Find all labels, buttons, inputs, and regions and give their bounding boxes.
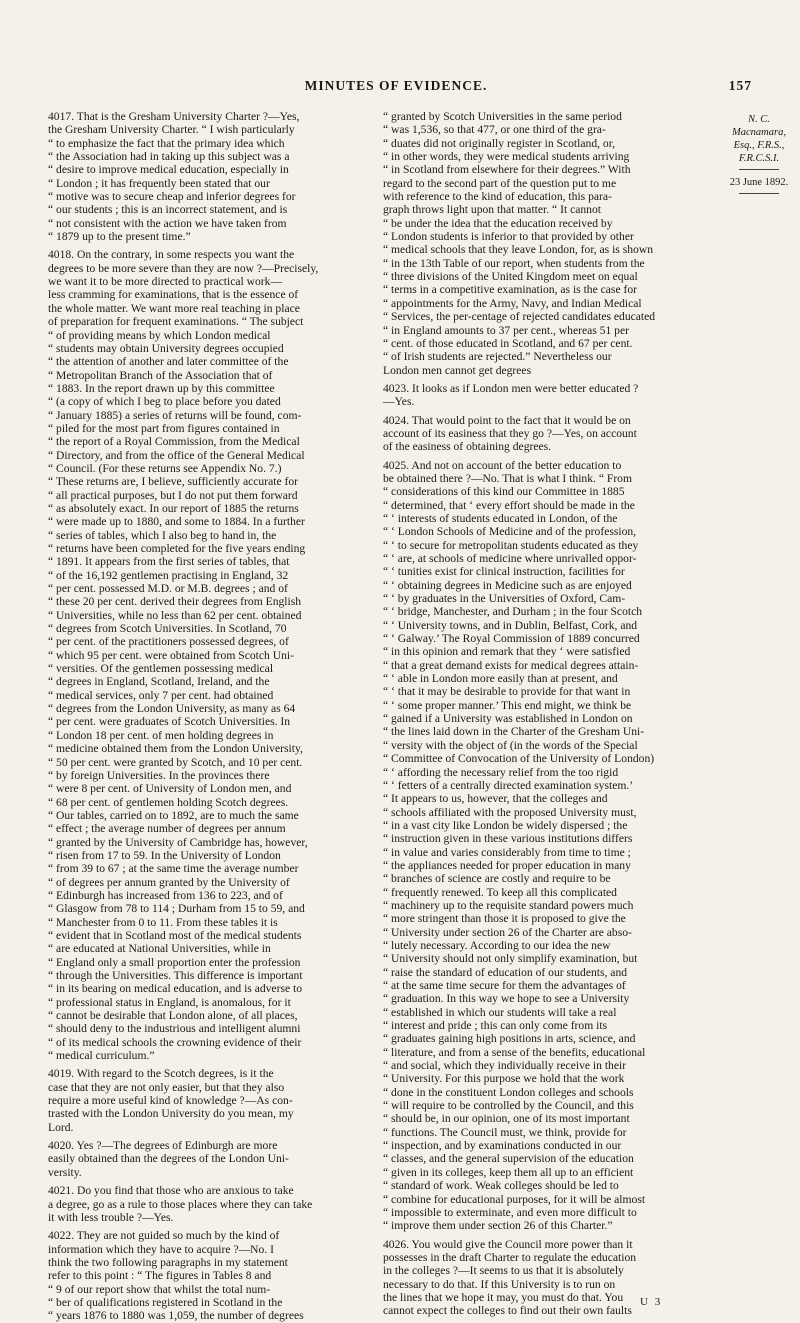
evidence-paragraph	[48, 110, 366, 243]
text-line: London men cannot get degrees	[383, 363, 532, 377]
evidence-paragraph	[383, 459, 717, 1233]
text-line: “ ‘ obtaining degrees in Medicine such as are enjoyed	[383, 578, 632, 592]
text-line: 4018. On the contrary, in some respects you want the	[48, 248, 295, 262]
text-line: “ Manchester from 0 to 11. From these tables it is	[48, 915, 278, 929]
text-line: 4024. That would point to the fact that it would be on	[383, 413, 631, 427]
text-line: “ appointments for the Army, Navy, and Indian Medical	[383, 296, 642, 310]
witness-margin-note	[722, 113, 796, 196]
signature-mark: U 3	[640, 1296, 663, 1308]
text-line: “ degrees in England, Scotland, Ireland, and the	[48, 675, 270, 689]
text-line: “ considerations of this kind our Committee in 1885	[383, 485, 625, 499]
text-line: “ ‘ Galway.’ The Royal Commission of 1889 concurred	[383, 632, 640, 646]
text-line: “ ‘ some proper manner.’ This end might, we think be	[383, 698, 632, 712]
text-line: “ ‘ able in London more easily than at present, and	[383, 672, 618, 686]
text-line: “ versities. Of the gentlemen possessing medical	[48, 662, 274, 676]
text-line: “ frequently renewed. To keep all this complicated	[383, 885, 617, 899]
text-line: be obtained there ?—No. That is what I think. “ From	[383, 471, 632, 485]
text-line: “ our students ; this is an incorrect statement, and is	[48, 203, 288, 217]
text-line: “ in England amounts to 37 per cent., whereas 51 per	[383, 323, 629, 337]
witness-surname: Macnamara,	[732, 127, 786, 138]
text-line: “ It appears to us, however, that the colleges and	[383, 792, 608, 806]
text-line: “ 1891. It appears from the first series of tables, that	[48, 555, 290, 569]
text-line: 4020. Yes ?—The degrees of Edinburgh are more	[48, 1139, 278, 1153]
text-line: “ the Association had in taking up this subject was a	[48, 150, 290, 164]
text-line: “ graduates gaining high positions in arts, science, and	[383, 1032, 636, 1046]
text-line: “ lutely necessary. According to our idea the new	[383, 938, 611, 952]
witness-initials: N. C.	[748, 114, 770, 125]
text-line: “ established in which our students will take a real	[383, 1005, 617, 1019]
text-line: “ should be, in our opinion, one of its most important	[383, 1112, 630, 1126]
text-line: “ standard of work. Weak colleges should be led to	[383, 1179, 619, 1193]
evidence-paragraph	[383, 110, 717, 377]
text-line: “ the appliances needed for proper education in many	[383, 858, 631, 872]
text-line: “ impossible to exterminate, and even more difficult to	[383, 1205, 637, 1219]
text-line: “ Universities, while no less than 62 per cent. obtained	[48, 608, 302, 622]
text-line: “ that a great demand exists for medical degrees attain-	[383, 658, 639, 672]
text-line: “ of the 16,192 gentlemen practising in England, 32	[48, 568, 289, 582]
text-line: “ will require to be controlled by the Council, and this	[383, 1099, 634, 1113]
text-line: “ should deny to the industrious and intelligent alumni	[48, 1022, 301, 1036]
text-line: “ per cent. of the practitioners possessed degrees, of	[48, 635, 289, 649]
text-line: it with less trouble ?—Yes.	[48, 1210, 174, 1224]
text-line: require a more useful kind of knowledge ?—As con-	[48, 1094, 293, 1108]
text-line: “ University under section 26 of the Charter are abso-	[383, 925, 632, 939]
margin-rule	[739, 193, 779, 194]
text-line: “ These returns are, I believe, sufficiently accurate for	[48, 475, 299, 489]
text-line: “ all practical purposes, but I do not put them forward	[48, 488, 298, 502]
text-line: —Yes.	[383, 395, 415, 409]
text-line: “ these 20 per cent. derived their degrees from English	[48, 595, 302, 609]
text-line: “ to emphasize the fact that the primary idea which	[48, 136, 285, 150]
text-line: easily obtained than the degrees of the London Uni-	[48, 1152, 289, 1166]
text-line: “ degrees from Scotch Universities. In Scotland, 70	[48, 622, 287, 636]
text-line: in the colleges ?—It seems to us that it is absolutely	[383, 1264, 624, 1278]
evidence-paragraph	[383, 382, 717, 409]
text-line: “ the lines laid down in the Charter of the Gresham Uni-	[383, 725, 645, 739]
text-line: “ in this opinion and remark that they ‘ were satisfied	[383, 645, 631, 659]
text-line: “ granted by Scotch Universities in the same period	[383, 110, 622, 123]
text-line: “ from 39 to 67 ; at the same time the average number	[48, 862, 299, 876]
text-line: “ granted by the University of Cambridge has, however,	[48, 835, 308, 849]
text-line: “ ‘ London Schools of Medicine and of the profession,	[383, 525, 637, 539]
text-line: “ branches of science are costly and require to be	[383, 872, 611, 886]
text-line: trasted with the London University do you mean, my	[48, 1107, 294, 1121]
text-line: “ were made up to 1880, and some to 1884. In a further	[48, 515, 305, 529]
text-line: “ functions. The Council must, we think, provide for	[383, 1125, 627, 1139]
text-line: “ duates did not originally register in Scotland, or,	[383, 136, 616, 150]
text-line: “ per cent. were graduates of Scotch Universities. In	[48, 715, 291, 729]
text-line: “ evident that in Scotland most of the medical students	[48, 928, 302, 942]
text-line: “ motive was to secure cheap and inferior degrees for	[48, 190, 296, 204]
text-line: 4021. Do you find that those who are anxious to take	[48, 1184, 294, 1198]
text-line: the whole matter. We want more real teaching in place	[48, 301, 300, 315]
text-line: “ of Irish students are rejected.” Nevertheless our	[383, 350, 612, 364]
text-line: 4019. With regard to the Scotch degrees, is it the	[48, 1067, 274, 1081]
text-line: 4022. They are not guided so much by the kind of	[48, 1229, 280, 1243]
evidence-paragraph	[48, 1229, 366, 1322]
text-line: cannot expect the colleges to find out their own faults	[383, 1304, 632, 1318]
text-line: “ Edinburgh has increased from 136 to 223, and of	[48, 888, 283, 902]
text-line: “ in its bearing on medical education, and is adverse to	[48, 982, 303, 996]
text-line: “ January 1885) a series of returns will be found, com-	[48, 408, 302, 422]
text-line: “ ‘ to secure for metropolitan students educated as they	[383, 538, 639, 552]
text-line: “ medical schools that they leave London, for, as is shown	[383, 243, 653, 257]
text-line: degrees to be more severe than they are now ?—Precisely,	[48, 261, 319, 275]
evidence-paragraph	[48, 1184, 366, 1224]
text-line: “ gained if a University was established in London on	[383, 712, 633, 726]
text-line: “ 68 per cent. of gentlemen holding Scotch degrees.	[48, 795, 289, 809]
text-line: “ the attention of another and later committee of the	[48, 355, 289, 369]
evidence-paragraph	[383, 414, 717, 454]
witness-title-2: F.R.C.S.I.	[738, 153, 780, 164]
text-line: “ 50 per cent. were granted by Scotch, and 10 per cent.	[48, 755, 303, 769]
text-line: “ of degrees per annum granted by the University of	[48, 875, 290, 889]
text-line: regard to the second part of the question put to me	[383, 176, 617, 190]
text-line: 4023. It looks as if London men were better educated ?	[383, 381, 639, 395]
evidence-paragraph	[48, 1067, 366, 1134]
text-line: “ schools affiliated with the proposed University must,	[383, 805, 637, 819]
text-line: “ 1883. In the report drawn up by this committee	[48, 381, 275, 395]
text-line: “ more stringent than those it is proposed to give the	[383, 912, 626, 926]
text-line: “ Our tables, carried on to 1892, are to much the same	[48, 808, 299, 822]
text-line: “ effect ; the average number of degrees per annum	[48, 822, 286, 836]
text-line: “ combine for educational purposes, for it will be almost	[383, 1192, 646, 1206]
text-line: 4017. That is the Gresham University Charter ?—Yes,	[48, 110, 300, 123]
text-line: “ terms in a competitive examination, as is the case for	[383, 283, 638, 297]
text-line: “ inspection, and by examinations conducted in our	[383, 1139, 622, 1153]
text-line: “ not consistent with the action we have taken from	[48, 216, 287, 230]
text-line: “ at the same time secure for them the advantages of	[383, 979, 626, 992]
text-line: necessary to do that. If this University is to run on	[383, 1277, 616, 1291]
text-line: “ determined, that ‘ every effort should be made in the	[383, 498, 635, 512]
header-title: MINUTES OF EVIDENCE.	[304, 78, 488, 93]
text-line: “ London 18 per cent. of men holding degrees in	[48, 728, 274, 742]
text-line: “ Glasgow from 78 to 114 ; Durham from 15 to 59, and	[48, 902, 305, 916]
text-line: “ ‘ interests of students educated in London, of the	[383, 511, 618, 525]
text-line: 4026. You would give the Council more power than it	[383, 1237, 633, 1251]
text-line: “ in value and varies considerably from time to time ;	[383, 845, 631, 859]
text-line: “ as absolutely exact. In our report of 1885 the returns	[48, 501, 299, 515]
text-line: “ risen from 17 to 59. In the University of London	[48, 848, 281, 862]
text-line: “ ‘ fetters of a centrally directed examination system.’	[383, 778, 634, 792]
text-line: “ returns have been completed for the five years ending	[48, 542, 306, 555]
text-line: “ Council. (For these returns see Appendix No. 7.)	[48, 461, 282, 475]
text-line: “ ‘ are, at schools of medicine where unrivalled oppor-	[383, 552, 637, 565]
text-line: “ literature, and from a sense of the benefits, educational	[383, 1045, 646, 1059]
text-line: “ Committee of Convocation of the University of London)	[383, 752, 655, 766]
text-line: “ (a copy of which I beg to place before you dated	[48, 395, 281, 409]
text-line: graph throws light upon that matter. “ It cannot	[383, 203, 601, 217]
text-line: “ which 95 per cent. were obtained from Scotch Uni-	[48, 648, 294, 662]
text-line: “ ‘ University towns, and in Dublin, Belfast, Cork, and	[383, 618, 638, 632]
text-line: “ University should not only simplify examination, but	[383, 952, 638, 966]
text-line: “ was 1,536, so that 477, or one third of the gra-	[383, 123, 606, 137]
text-line: “ Directory, and from the office of the General Medical	[48, 448, 305, 462]
text-line: “ per cent. possessed M.D. or M.B. degrees ; and of	[48, 582, 288, 596]
hearing-date: 23 June 1892.	[729, 177, 789, 188]
text-line: “ ‘ by graduates in the Universities of Oxford, Cam-	[383, 592, 626, 606]
text-line: “ through the Universities. This difference is important	[48, 969, 303, 982]
evidence-paragraph	[48, 248, 366, 1062]
text-line: “ done in the constituent London colleges and schools	[383, 1085, 634, 1099]
text-line: a degree, go as a rule to those places where they can take	[48, 1197, 313, 1211]
text-line: “ raise the standard of education of our students, and	[383, 965, 628, 979]
text-line: “ Services, the per-centage of rejected candidates educated	[383, 310, 656, 324]
text-line: “ England only a small proportion enter the profession	[48, 955, 301, 969]
text-line: 4025. And not on account of the better education to	[383, 458, 622, 472]
text-line: “ desire to improve medical education, especially in	[48, 163, 289, 177]
text-line: “ are educated at National Universities, while in	[48, 942, 271, 956]
text-line: information which they have to acquire ?—No. I	[48, 1242, 275, 1256]
page-number: 157	[728, 78, 752, 93]
text-line: possesses in the draft Charter to regulate the education	[383, 1250, 637, 1264]
text-line: “ ‘ tunities exist for clinical instruction, facilities for	[383, 565, 625, 579]
evidence-paragraph	[383, 1238, 717, 1318]
text-line: “ University. For this purpose we hold that the work	[383, 1072, 625, 1086]
text-line: the lines that we hope it may, you must do that. You	[383, 1290, 624, 1304]
text-line: think the two following paragraphs in my statement	[48, 1255, 288, 1269]
text-line: “ degrees from the London University, as many as 64	[48, 702, 296, 716]
text-line: “ London ; it has frequently been stated that our	[48, 176, 270, 190]
text-line: “ London students is inferior to that provided by other	[383, 230, 634, 244]
text-line: “ graduation. In this way we hope to see a University	[383, 992, 630, 1006]
margin-rule	[739, 169, 779, 170]
text-line: “ in Scotland from elsewhere for their degrees.” With	[383, 163, 631, 177]
running-header	[40, 72, 760, 100]
text-line: “ in the 13th Table of our report, when students from the	[383, 256, 645, 270]
text-line: “ medical services, only 7 per cent. had obtained	[48, 688, 274, 702]
text-line: “ ‘ that it may be desirable to provide for that want in	[383, 685, 631, 699]
text-line: “ three divisions of the United Kingdom meet on equal	[383, 270, 638, 284]
text-line: “ be under the idea that the education received by	[383, 216, 613, 230]
text-line: “ the report of a Royal Commission, from the Medical	[48, 435, 300, 449]
text-line: “ versity with the object of (in the words of the Special	[383, 738, 638, 752]
text-line: “ improve them under section 26 of this Charter.”	[383, 1219, 613, 1233]
text-line: less cramming for examinations, that is the essence of	[48, 288, 299, 302]
text-line: with reference to the kind of education, this para-	[383, 190, 612, 204]
evidence-paragraph	[48, 1139, 366, 1179]
left-column	[48, 110, 366, 1323]
text-line: “ interest and pride ; this can only come from its	[383, 1019, 608, 1033]
text-line: we want it to be more directed to practical work—	[48, 275, 283, 289]
text-line: “ cannot be desirable that London alone, of all places,	[48, 1009, 298, 1023]
text-line: “ 9 of our report show that whilst the total num-	[48, 1282, 271, 1296]
text-line: “ medical curriculum.”	[48, 1049, 155, 1063]
text-line: “ ‘ affording the necessary relief from the too rigid	[383, 765, 619, 779]
text-line: case that they are not only easier, but that they also	[48, 1080, 285, 1094]
text-line: “ professional status in England, is anomalous, for it	[48, 995, 291, 1009]
text-line: versity.	[48, 1165, 82, 1179]
text-line: account of its easiness that they go ?—Yes, on account	[383, 426, 637, 440]
text-line: “ classes, and the general supervision of the education	[383, 1152, 634, 1166]
text-line: of the easiness of obtaining degrees.	[383, 440, 552, 454]
text-line: the Gresham University Charter. “ I wish particularly	[48, 123, 295, 137]
text-line: Lord.	[48, 1120, 74, 1134]
text-line: “ cent. of those educated in Scotland, and 67 per cent.	[383, 336, 633, 350]
text-line: “ years 1876 to 1880 was 1,059, the number of degrees	[48, 1309, 304, 1323]
text-line: “ given in its colleges, keep them all up to an efficient	[383, 1165, 634, 1179]
text-line: “ 1879 up to the present time.”	[48, 230, 191, 244]
text-line: “ students may obtain University degrees occupied	[48, 341, 284, 355]
text-line: “ medicine obtained them from the London University,	[48, 742, 303, 756]
text-line: “ series of tables, which I also beg to hand in, the	[48, 528, 277, 542]
text-line: “ ber of qualifications registered in Scotland in the	[48, 1295, 283, 1309]
text-line: “ machinery up to the requisite standard powers much	[383, 898, 634, 912]
witness-title-1: Esq., F.R.S.,	[733, 140, 785, 151]
text-line: of preparation for frequent examinations. “ The subject	[48, 315, 304, 329]
text-line: “ in a vast city like London be widely dispersed ; the	[383, 818, 628, 832]
text-line: “ of providing means by which London medical	[48, 328, 271, 342]
text-line: “ instruction given in these various institutions differs	[383, 832, 633, 846]
text-line: “ by foreign Universities. In the provinces there	[48, 768, 270, 782]
text-line: “ Metropolitan Branch of the Association that of	[48, 368, 273, 382]
text-line: “ and social, which they individually receive in their	[383, 1059, 627, 1073]
text-line: “ ‘ bridge, Manchester, and Durham ; in the four Scotch	[383, 605, 643, 619]
text-line: “ of its medical schools the crowning evidence of their	[48, 1035, 302, 1049]
text-line: refer to this point : “ The figures in Tables 8 and	[48, 1269, 272, 1283]
text-line: “ piled for the most part from figures contained in	[48, 421, 280, 435]
text-line: “ were 8 per cent. of University of London men, and	[48, 782, 292, 796]
text-line: “ in other words, they were medical students arriving	[383, 150, 630, 164]
